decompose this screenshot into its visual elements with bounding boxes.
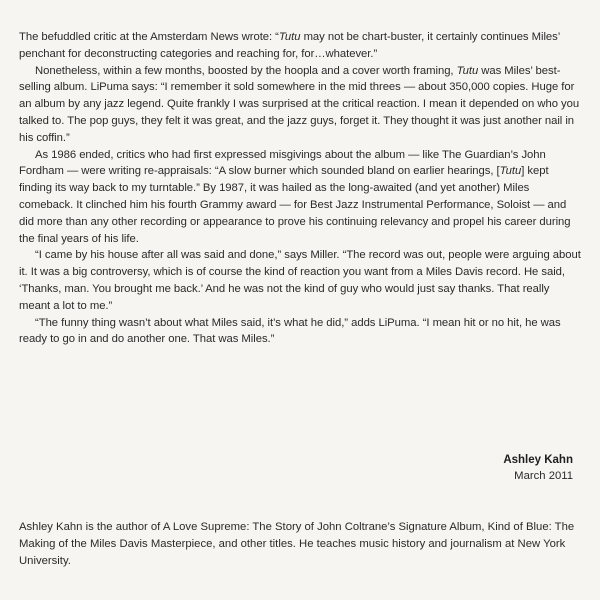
author-signature: [503, 452, 573, 484]
italic-title: Tutu: [499, 165, 522, 178]
paragraph: [19, 63, 581, 147]
italic-title: Tutu: [456, 64, 479, 77]
text-run: Nonetheless, within a few months, boosted by the hoopla and a cover worth framing,: [35, 64, 457, 77]
text-run: The befuddled critic at the Amsterdam News wrote: “: [19, 31, 279, 43]
text-run: ] kept finding its way back to my turntable.” By 1987, it was hailed as the long-awaited (and yet another) Miles comeback. It clinched him his fourth Grammy award — for Best Jazz Instrumental Performance, Soloist — and did more than any other recording or appearance to prove his continuing relevancy and propel his career during the final years of his life.: [19, 165, 571, 245]
paragraph: [19, 247, 581, 314]
liner-notes-body: [19, 29, 581, 348]
paragraph: [19, 315, 581, 349]
text-run: “I came by his house after all was said and done,” says Miller. “The record was out, people were arguing about it. It was a big controversy, which is of course the kind of reaction you want from a Miles Davis record. He said, ‘Thanks, man. You brought me back.’ And he was not the kind of guy who would just say thanks. That really meant a lot to me.”: [19, 249, 581, 312]
author-name: Ashley Kahn: [503, 454, 573, 466]
signature-date: March 2011: [514, 470, 573, 482]
text-run: was Miles’ best-selling album. LiPuma says: “I remember it sold somewhere in the mid threes — about 350,000 copies. Huge for an album by any jazz legend. Quite frankly I was surprised at the critical reaction. I mean it depended on who you talked to. The pop guys, they felt it was great, and the jazz guys, forget it. They thought it was just another nail in his coffin.”: [19, 64, 580, 144]
text-run: may not be chart-buster, it certainly continues Miles’ penchant for deconstructing categories and reaching for, for…whatever.”: [19, 31, 560, 60]
paragraph: [19, 147, 581, 248]
text-run: As 1986 ended, critics who had first expressed misgivings about the album — like The Guardian’s John Fordham — were writing re-appraisals: “A slow burner which sounded bland on earlier hearings, [: [19, 148, 546, 178]
text-run: “The funny thing wasn’t about what Miles said, it’s what he did,” adds LiPuma. “I mean hit or no hit, he was ready to go in and do another one. That was Miles.”: [19, 316, 561, 346]
italic-title: Tutu: [278, 31, 301, 43]
paragraph: [19, 29, 581, 63]
author-bio: Ashley Kahn is the author of A Love Supreme: The Story of John Coltrane’s Signature Album, Kind of Blue: The Making of the Miles Davis Masterpiece, and other titles. He teaches music history and journalism at New York University.: [19, 521, 575, 567]
